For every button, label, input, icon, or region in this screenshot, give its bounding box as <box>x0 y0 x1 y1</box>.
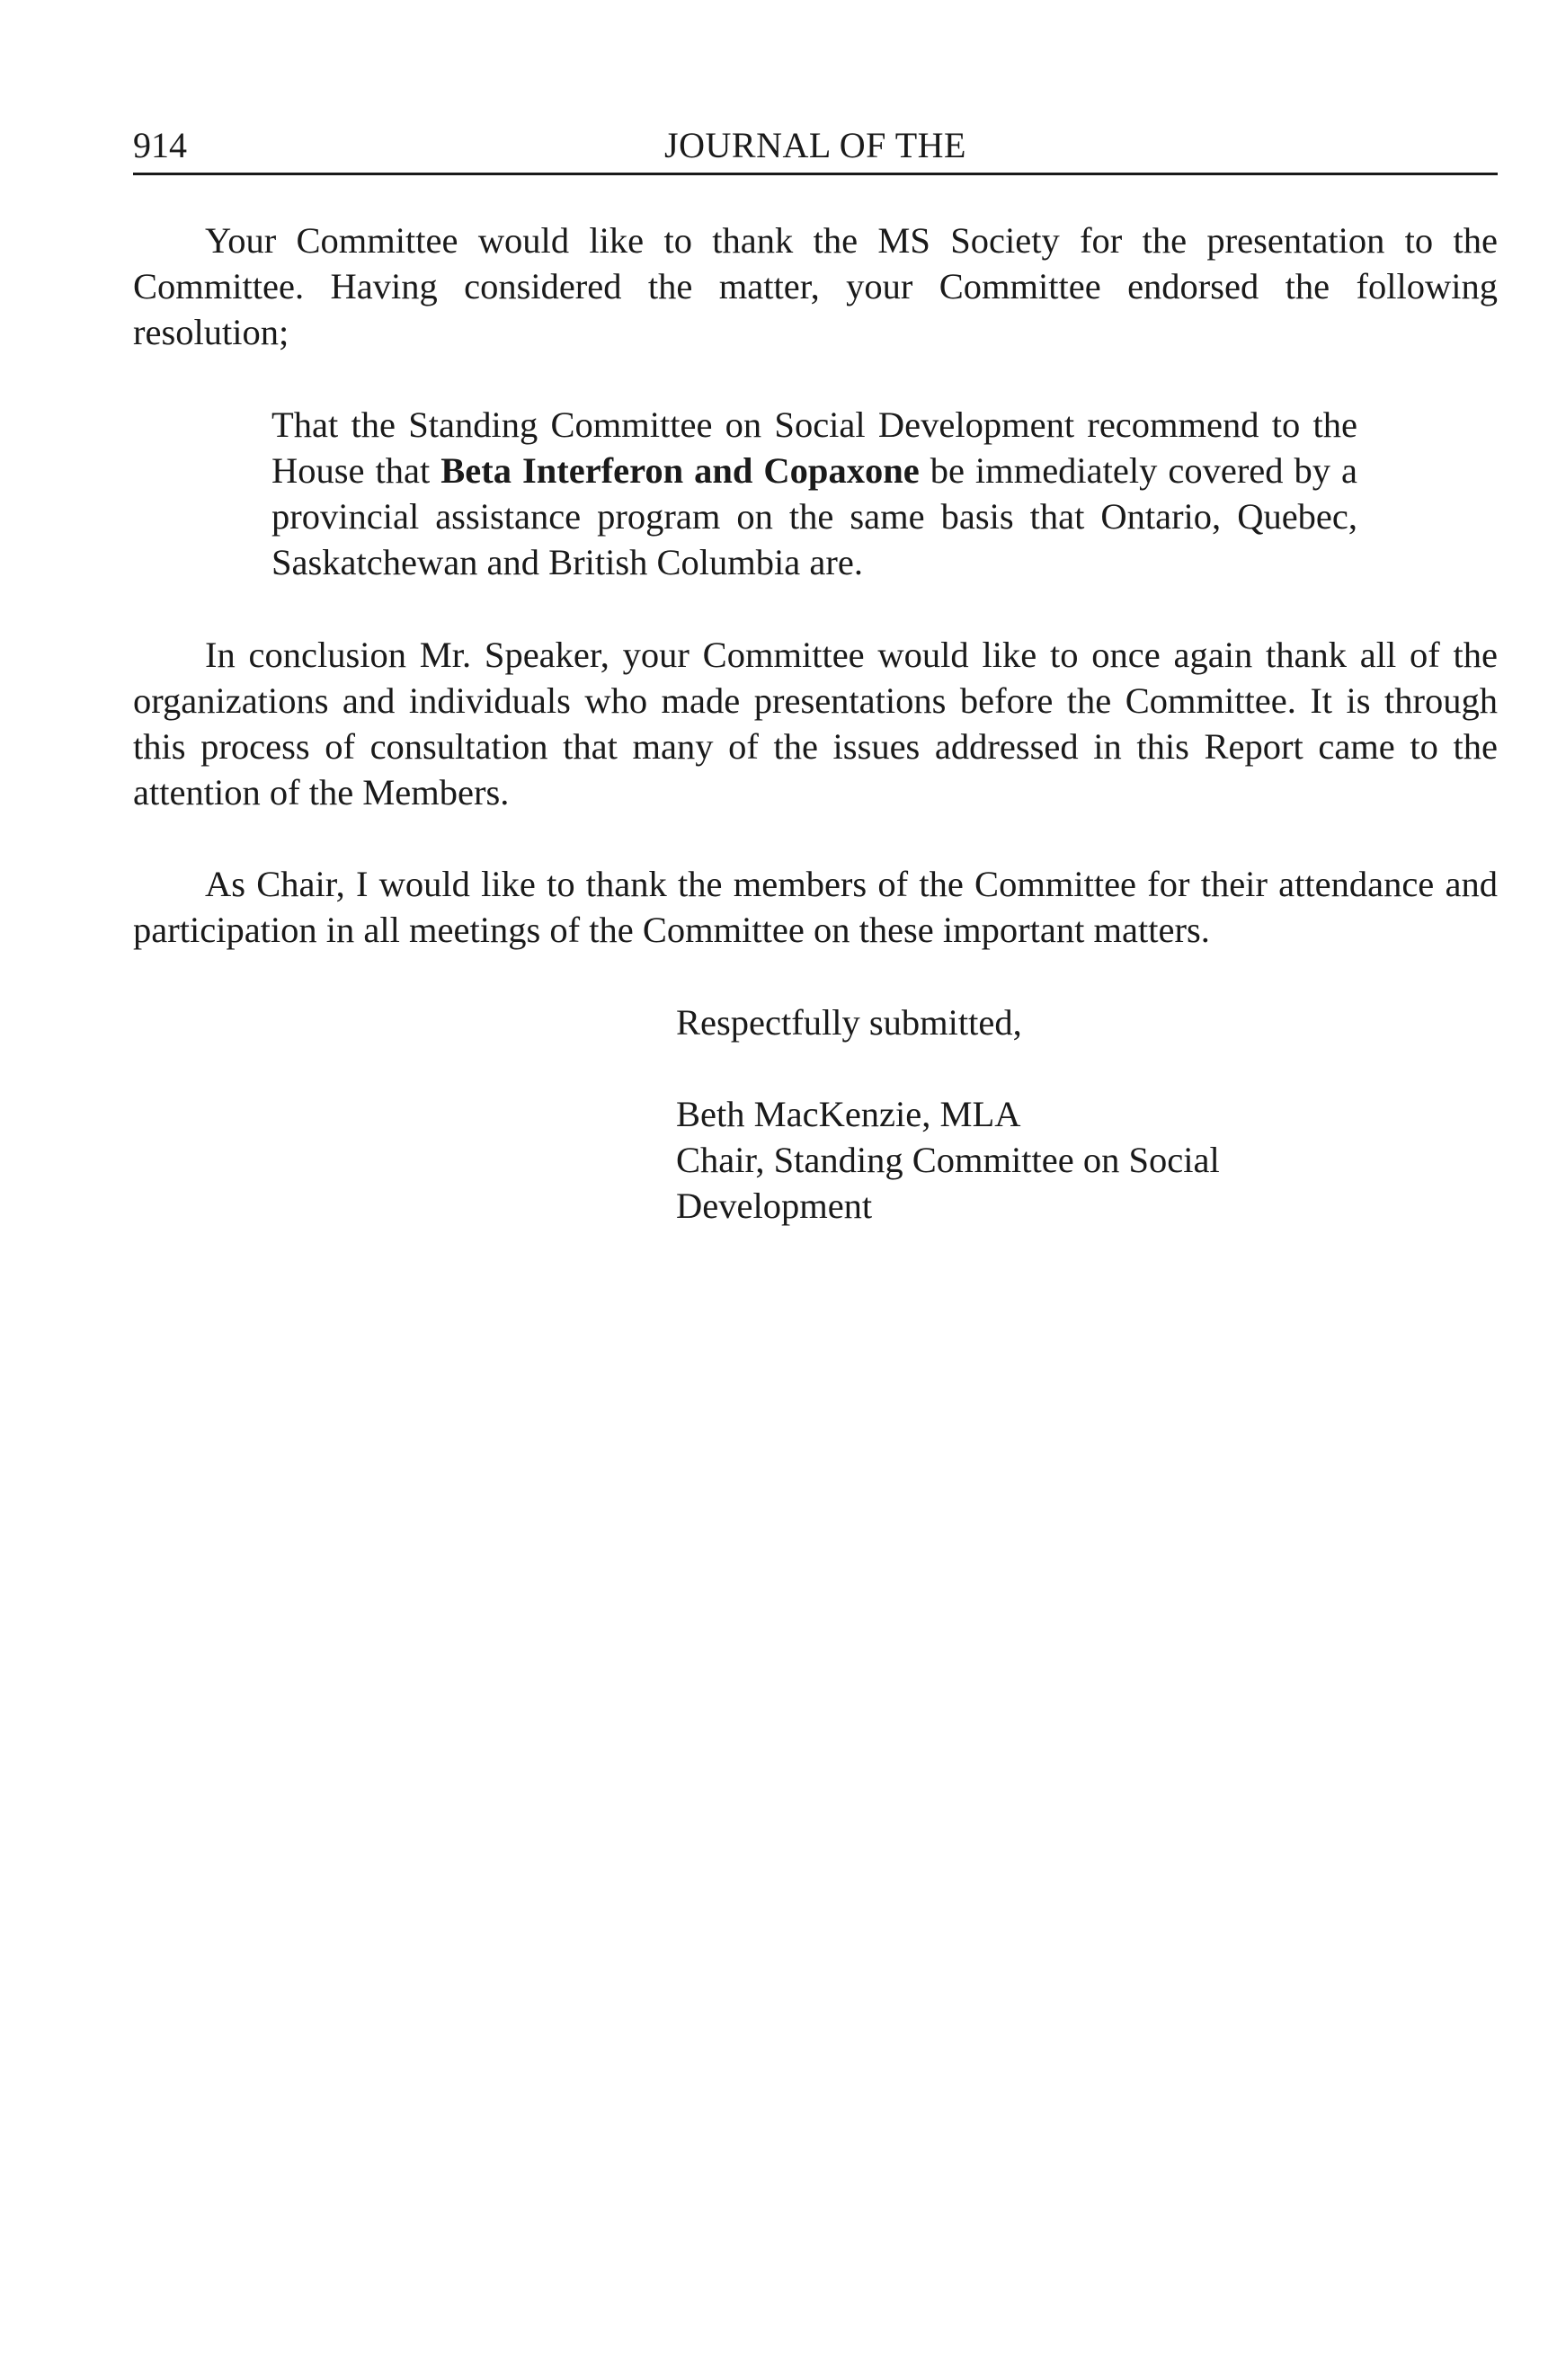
signatory-name: Beth MacKenzie, MLA <box>676 1094 1021 1134</box>
closing-line: Respectfully submitted, <box>676 1002 1022 1043</box>
signatory-title-line-1: Chair, Standing Committee on Social <box>676 1140 1220 1180</box>
signature-block <box>676 999 1485 1229</box>
signatory-title-line-2: Development <box>676 1186 873 1226</box>
paragraph-chair-thanks: As Chair, I would like to thank the members of the Committee for their attendance and participation in all meetings of the Committee on these important matters. <box>133 864 1498 950</box>
paragraph-thanks-ms-society: Your Committee would like to thank the MS Society for the presentation to the Committee. Having considered the matter, your Committee endorsed the following resolution; <box>133 220 1498 352</box>
resolution-drug-names: Beta Interferon and Copaxone <box>440 450 920 491</box>
page-number: 914 <box>133 125 187 165</box>
resolution-text-start: That the Standing Committee on Social Development recommend to the House that <box>271 404 1357 491</box>
resolution-text-end: be immediately covered by a provincial assistance program on the same basis that Ontario, Quebec, Saskatchewan and British Columbia are. <box>271 450 1358 582</box>
page-header <box>133 122 1498 175</box>
paragraph-conclusion: In conclusion Mr. Speaker, your Committee would like to once again thank all of the organizations and individuals who made presentations before the Committee. It is through this process of consultation that many of the issues addressed in this Report came to the attention of the Members. <box>133 635 1498 813</box>
running-head: JOURNAL OF THE <box>664 125 966 165</box>
resolution-text <box>271 402 1357 585</box>
